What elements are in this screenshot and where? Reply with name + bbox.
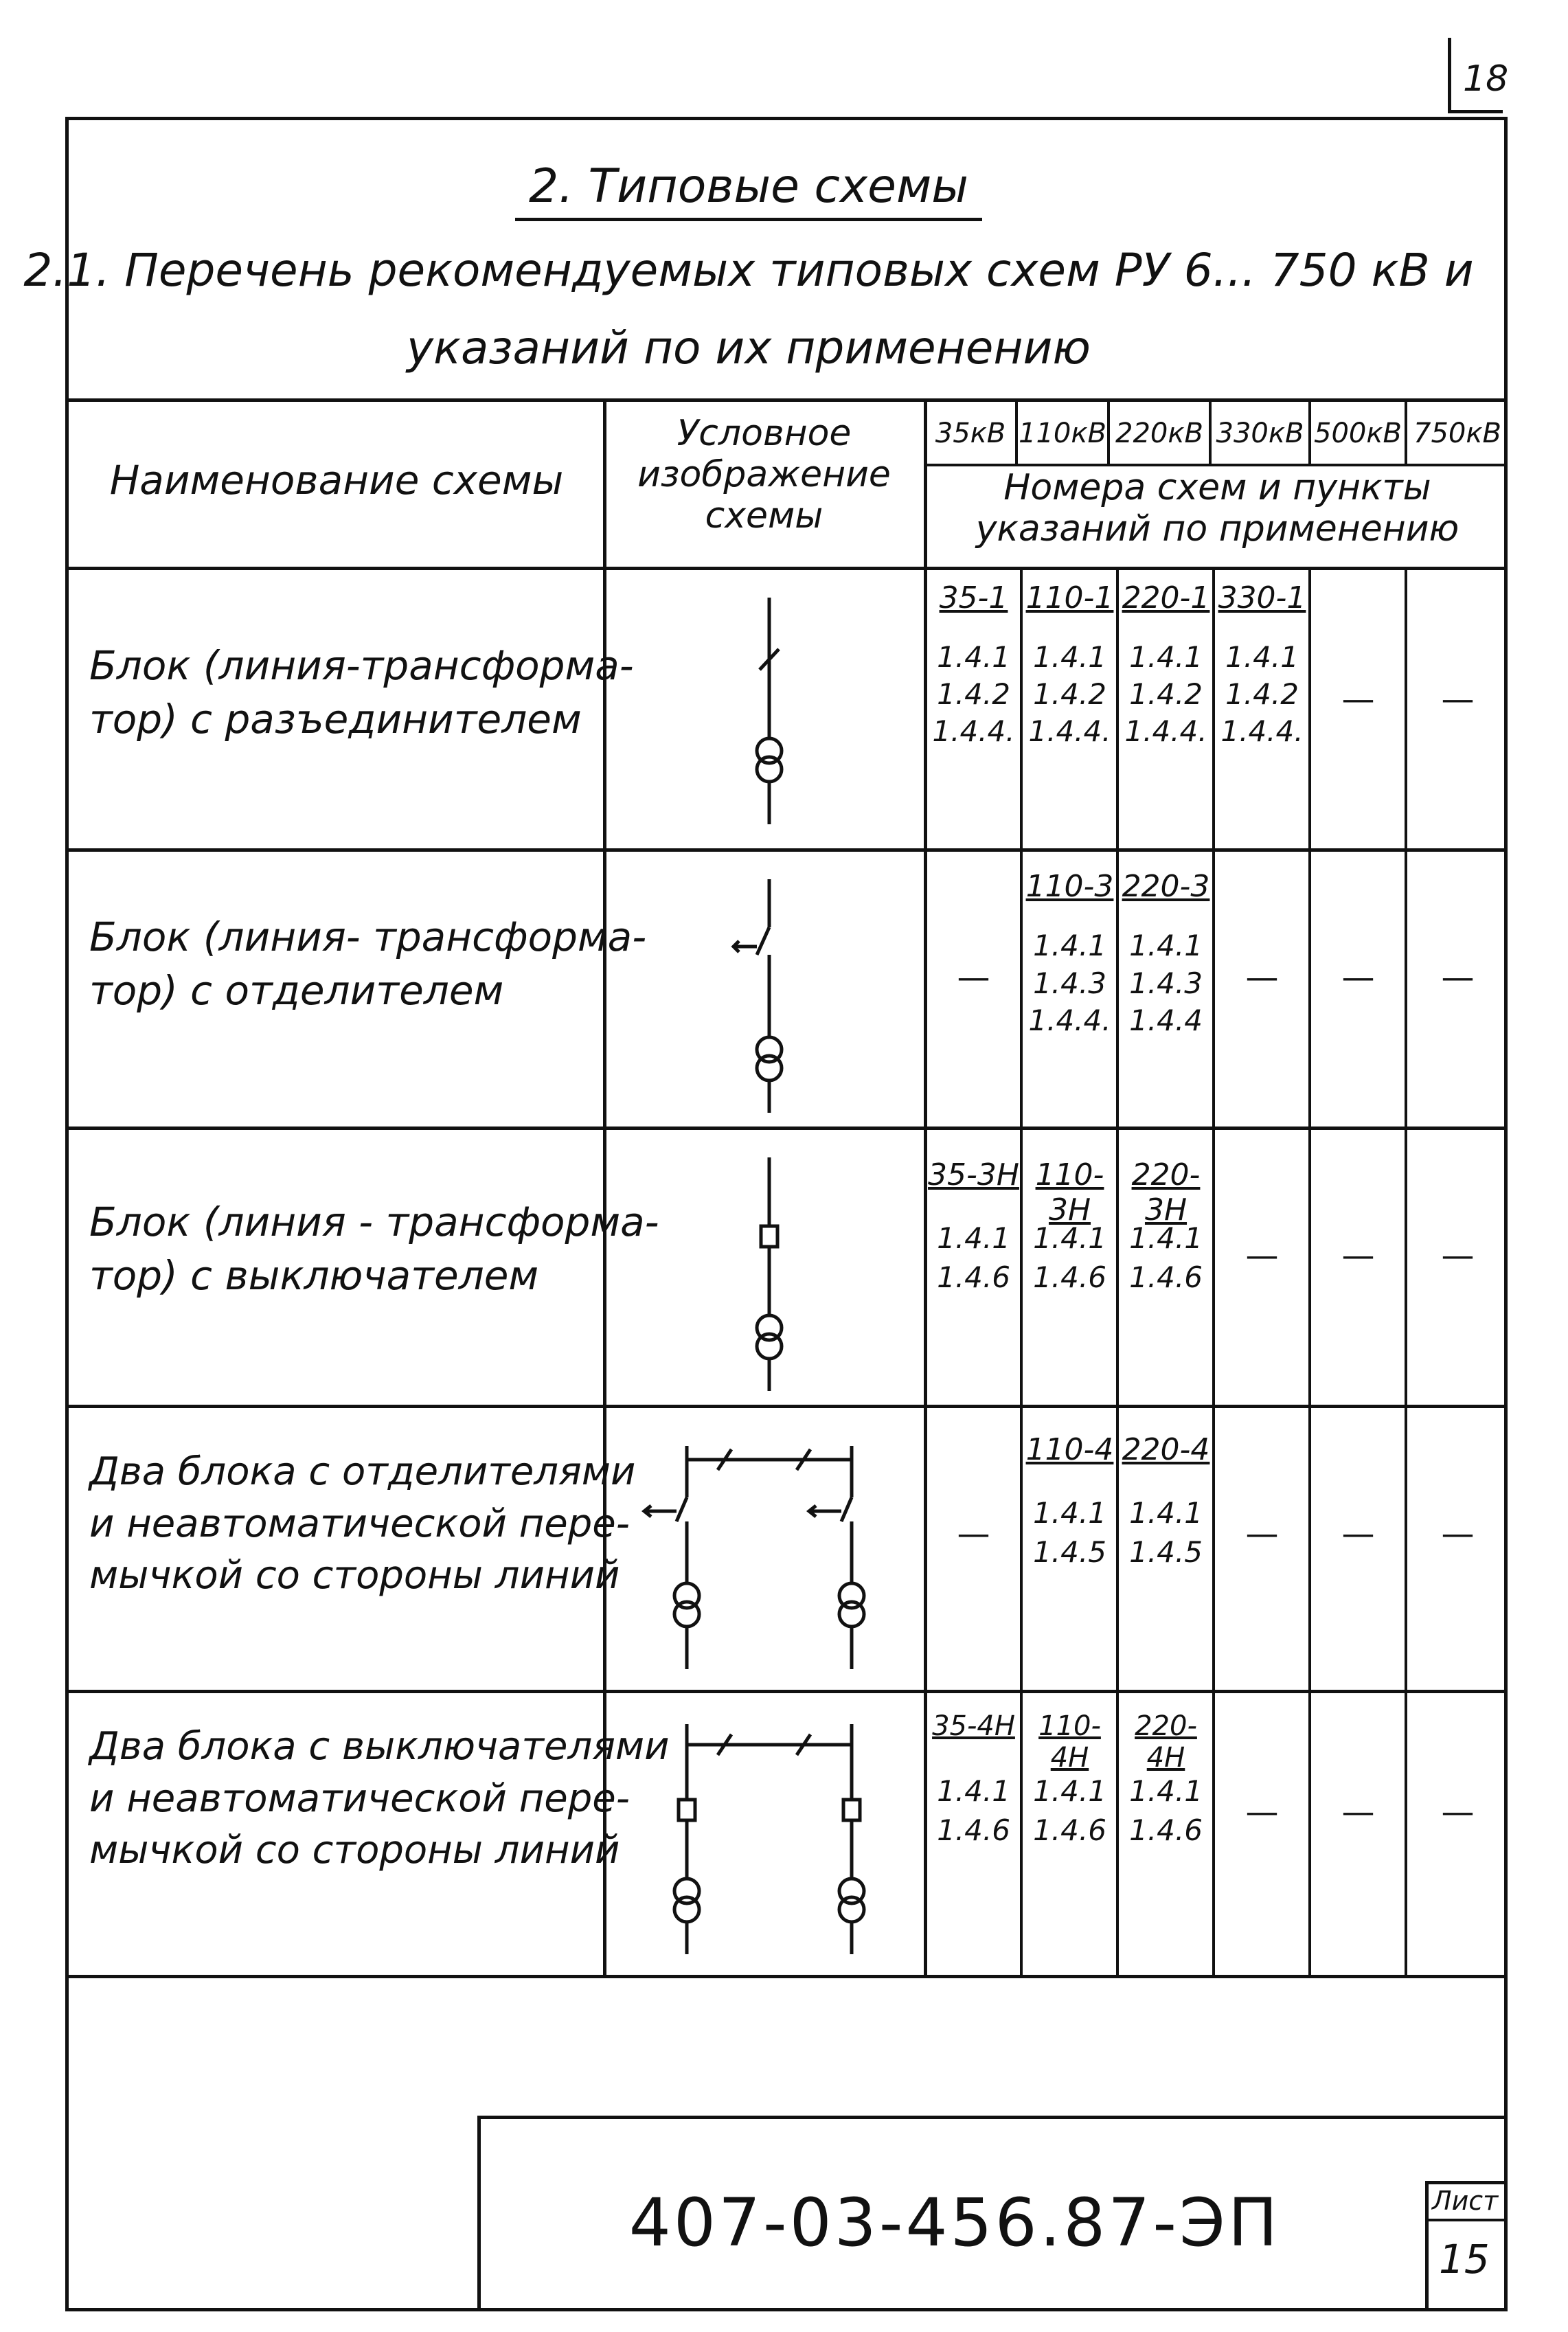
voltage-35: 35кВ — [935, 418, 1006, 449]
cell-dash: — — [1245, 1236, 1279, 1275]
cell-dash: — — [957, 958, 990, 997]
breaker-box — [761, 1226, 777, 1247]
voltage-row-line — [924, 464, 1508, 466]
cell-dash: — — [1441, 1236, 1475, 1275]
header-numbers-1: Номера схем и пункты — [1003, 467, 1431, 508]
cell-dash: — — [1341, 680, 1375, 718]
cell-refs: 1.4.1 1.4.3 1.4.4 — [1129, 929, 1203, 1038]
col-divider-35b — [1020, 567, 1023, 1978]
header-bottom-line — [65, 567, 1508, 570]
cell-dash: — — [1441, 680, 1475, 718]
cell-refs: 1.4.1 1.4.6 — [937, 1221, 1010, 1294]
title-block-top — [477, 2116, 1508, 2119]
header-name: Наименование схемы — [109, 457, 564, 503]
cell-refs: 1.4.1 1.4.6 — [1033, 1221, 1106, 1294]
cell-code: 35-4Н — [932, 1710, 1015, 1742]
cell-code: 220-4 — [1122, 1432, 1210, 1467]
cell-dash: — — [1441, 1793, 1475, 1831]
cell-code: 220-3Н — [1131, 1157, 1201, 1227]
header-numbers-2: указаний по применению — [975, 508, 1459, 550]
sheet-number: 15 — [1439, 2236, 1490, 2283]
cell-refs: 1.4.1 1.4.5 — [1033, 1496, 1106, 1569]
cell-refs: 1.4.1 1.4.3 1.4.4. — [1028, 929, 1111, 1038]
subtitle-line-2: указаний по их применению — [407, 321, 1091, 374]
cell-dash: — — [1341, 1236, 1375, 1275]
cell-dash: — — [1441, 1515, 1475, 1553]
cell-code: 35-3Н — [928, 1157, 1019, 1192]
cell-code: 330-1 — [1218, 580, 1306, 615]
header-symbol-1: Условное — [677, 413, 852, 454]
voltage-330: 330кВ — [1216, 418, 1304, 449]
cell-code: 110-4 — [1025, 1432, 1114, 1467]
cell-code: 110-3 — [1025, 869, 1114, 904]
col-divider-110b — [1116, 567, 1119, 1978]
row-separator-3 — [65, 1405, 1508, 1408]
col-divider-500b — [1405, 567, 1407, 1978]
symbol-row-2 — [694, 872, 845, 1120]
symbol-row-4 — [632, 1432, 879, 1679]
cell-code: 35-1 — [939, 580, 1008, 615]
cell-dash: — — [1341, 1793, 1375, 1831]
voltage-110: 110кВ — [1019, 418, 1106, 449]
subtitle-line-1: 2.1. Перечень рекомендуемых типовых схем РУ 6... 750 кВ и — [23, 244, 1474, 297]
cell-refs: 1.4.1 1.4.6 — [937, 1774, 1010, 1847]
section-title: 2. Типовые схемы — [0, 159, 1497, 214]
sheet-label: Лист — [1432, 2186, 1499, 2216]
row-separator-1 — [65, 848, 1508, 852]
cell-code: 110-1 — [1025, 580, 1114, 615]
title-block-sheet-mid — [1425, 2219, 1508, 2221]
page-number-divider-bottom — [1448, 110, 1503, 113]
cell-code: 110-3Н — [1035, 1157, 1104, 1227]
cell-refs: 1.4.1 1.4.2 1.4.4. — [1220, 640, 1304, 748]
voltage-500: 500кВ — [1314, 418, 1402, 449]
cell-code: 220-4Н — [1135, 1710, 1197, 1774]
separator-blade — [757, 927, 769, 955]
cell-dash: — — [1441, 958, 1475, 997]
table-bottom-line — [65, 1975, 1508, 1978]
title-block-sheet-top — [1425, 2181, 1508, 2184]
row-5-name: Два блока с выключателями и неавтоматической пере- мычкой со стороны линий — [89, 1724, 670, 1873]
transformer-coil-lower — [757, 757, 782, 782]
cell-dash: — — [957, 1515, 990, 1553]
col-divider-220b — [1212, 567, 1215, 1978]
row-separator-4 — [65, 1690, 1508, 1693]
cell-code: 220-3 — [1122, 869, 1210, 904]
cell-refs: 1.4.1 1.4.2 1.4.4. — [932, 640, 1015, 748]
row-1-name: Блок (линия-трансформа- тор) с разъединителем — [89, 642, 634, 743]
cell-refs: 1.4.1 1.4.6 — [1033, 1774, 1106, 1847]
cell-code: 110-4Н — [1038, 1710, 1101, 1774]
cell-dash: — — [1245, 1515, 1279, 1553]
voltage-220: 220кВ — [1115, 418, 1203, 449]
document-number: 407-03-456.87-ЭП — [628, 2184, 1281, 2261]
cell-dash: — — [1245, 1793, 1279, 1831]
cell-refs: 1.4.1 1.4.5 — [1129, 1496, 1203, 1569]
row-2-name: Блок (линия- трансформа- тор) с отделителем — [89, 914, 647, 1015]
row-3-name: Блок (линия - трансформа- тор) с выключателем — [89, 1199, 659, 1300]
cell-dash: — — [1341, 958, 1375, 997]
page-number-divider — [1448, 38, 1451, 113]
page-number: 18 — [1463, 58, 1509, 100]
symbol-row-5 — [632, 1710, 879, 1965]
cell-refs: 1.4.1 1.4.6 — [1129, 1774, 1203, 1847]
row-4-name: Два блока с отделителями и неавтоматической пере- мычкой со стороны линий — [89, 1449, 636, 1598]
cell-dash: — — [1245, 958, 1279, 997]
voltage-750: 750кВ — [1413, 418, 1501, 449]
row-separator-2 — [65, 1127, 1508, 1130]
header-symbol-2: изображение — [637, 454, 891, 495]
symbol-row-3 — [694, 1151, 845, 1398]
table-top-line — [65, 398, 1508, 402]
cell-dash: — — [1341, 1515, 1375, 1553]
col-divider-330b — [1308, 567, 1311, 1978]
header-symbol-3: схемы — [705, 495, 823, 536]
cell-code: 220-1 — [1122, 580, 1210, 615]
cell-refs: 1.4.1 1.4.2 1.4.4. — [1124, 640, 1207, 748]
symbol-row-1 — [694, 591, 845, 838]
cell-refs: 1.4.1 1.4.2 1.4.4. — [1028, 640, 1111, 748]
cell-refs: 1.4.1 1.4.6 — [1129, 1221, 1203, 1294]
